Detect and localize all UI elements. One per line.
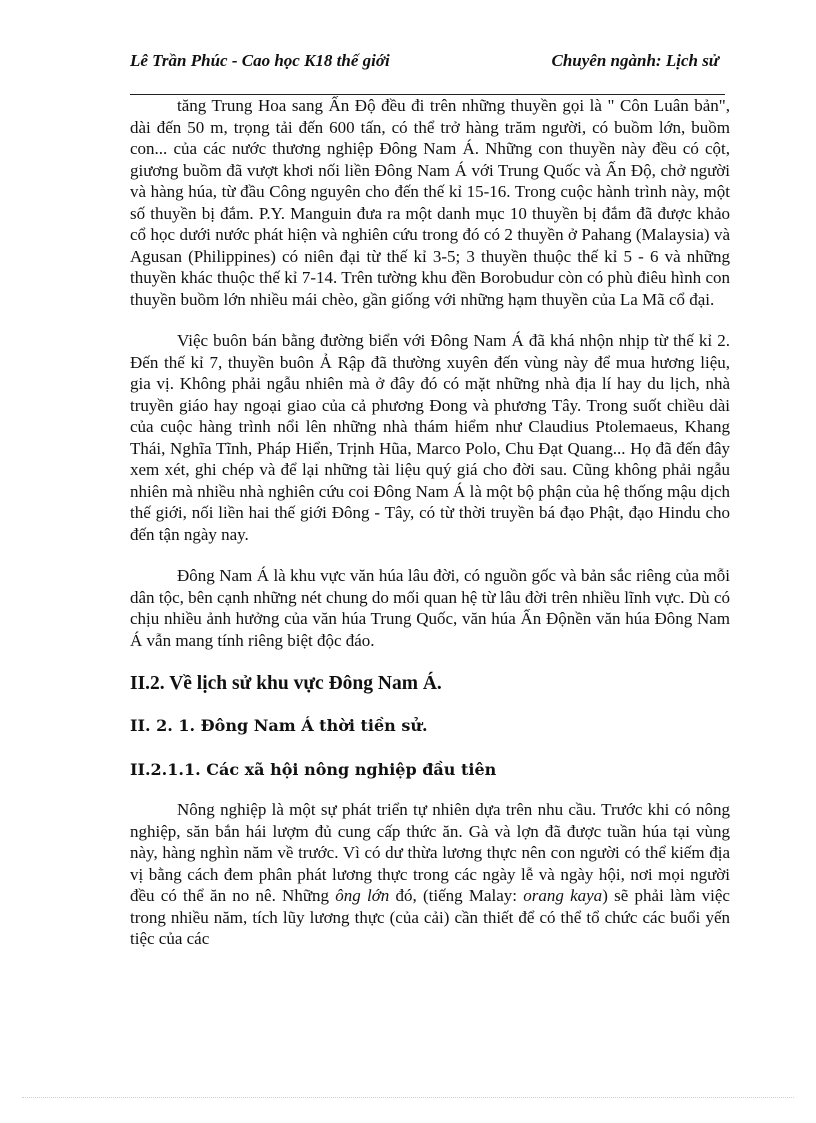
section-heading: II.2. Về lịch sử khu vực Đông Nam Á. bbox=[130, 673, 442, 694]
paragraph-boats: tăng Trung Hoa sang Ấn Độ đều đi trên những thuyền gọi là " Côn Luân bản", dài đến 50 m, trọng tải đến 600 tấn, có thể trở hàng trăm người, có buồm lớn, buồm con... của các nước thương nghiệp Đông Nam Á. Những con thuyền này đều có cột, giương buồm đã vượt khơi nối liền Đông Nam Á với Trung Quốc và Ấn Độ, chở người và hàng húa, từ đầu Công nguyên cho đến thế kỉ 15-16. Trong cuộc hành trình này, một số thuyền bị đắm. P.Y. Manguin đưa ra một danh mục 10 thuyền bị đắm đã được khảo cổ học dưới nước phát hiện và nghiên cứu trong đó có 2 thuyền ở Pahang (Malaysia) và Agusan (Philippines) có niên đại từ thế kỉ 3-5; 3 thuyền thuộc thế kỉ 5 - 6 và những thuyền khác thuộc thế kỉ 7-14. Trên tường khu đền Borobudur còn có phù điêu hình con thuyền buồm lớn nhiều mái chèo, gần giống với những hạm thuyền của La Mã cổ đại. bbox=[130, 96, 730, 309]
subsubsection-heading: II.2.1.1. Các xã hội nông nghiệp đầu tiên bbox=[130, 760, 497, 779]
paragraph-sea-trade: Việc buôn bán bằng đường biển với Đông Nam Á đã khá nhộn nhịp từ thế kỉ 2. Đến thế kỉ 7, thuyền buôn Ả Rập đã thường xuyên đến vùng này để mua hương liệu, gia vị. Không phải ngẫu nhiên mà ở đây đó có mặt những nhà địa lí hay du lịch, nhà truyền giáo hay ngoại giao của cả phương Đong và phương Tây. Trong suốt chiều dài của cuộc hàng trình nổi lên những nhà thám hiểm như Claudius Ptolemaeus, Khang Thái, Nghĩa Tĩnh, Pháp Hiển, Trịnh Hũa, Marco Polo, Chu Đạt Quang... Họ đã đến đây xem xét, ghi chép và để lại những tài liệu quý giá cho đời sau. Cũng không phải ngẫu nhiên mà nhiều nhà nghiên cứu coi Đông Nam Á là một bộ phận của hệ thống mậu dịch thế giới, nối liền hai thế giới Đông - Tây, có từ thời truyền bá đạo Phật, đạo Hindu cho đến tận ngày nay. bbox=[130, 331, 730, 544]
page-bottom-divider bbox=[22, 1097, 794, 1098]
agriculture-emphasis-1: ông lớn bbox=[335, 886, 390, 905]
subsection-heading: II. 2. 1. Đông Nam Á thời tiền sử. bbox=[130, 716, 428, 735]
header-author: Lê Trần Phúc - Cao học K18 thế giới bbox=[130, 51, 390, 70]
agriculture-text-1: Nông nghiệp là một sự phát triển tự nhiên dựa trên nhu cầu. Trước khi có nông nghiệp, săn bắn hái lượm đủ cung cấp thức ăn. Gà và lợn đã được tuần húa tại vùng này, hàng nghìn năm về trước. Vì có dư thừa lương thực nên con người có thể kiếm địa vị bằng cách đem phân phát lương thực trong các ngày lễ và ngày hội, nơi mọi người đều có thể ăn no nê. Những bbox=[130, 800, 730, 905]
paragraph-culture: Đông Nam Á là khu vực văn húa lâu đời, có nguồn gốc và bản sắc riêng của mỗi dân tộc, bên cạnh những nét chung do mối quan hệ từ lâu đời trên nhiều lĩnh vực. Dù có chịu nhiều ảnh hưởng của văn húa Trung Quốc, văn húa Ấn Độnền văn húa Đông Nam Á vẫn mang tính riêng biệt độc đáo. bbox=[130, 566, 730, 650]
paragraph-agriculture bbox=[130, 799, 730, 950]
header-major: Chuyên ngành: Lịch sử bbox=[551, 51, 719, 70]
agriculture-emphasis-2: orang kaya bbox=[523, 886, 603, 905]
page-header bbox=[130, 50, 725, 95]
agriculture-text-3: ) sẽ phải làm việc trong nhiều năm, tích lũy lương thực (của cải) cần thiết để có thể tổ chức các buổi yến tiệc của các bbox=[130, 886, 730, 948]
document-body bbox=[130, 95, 730, 950]
agriculture-text-2: đó, (tiếng Malay: bbox=[389, 886, 524, 905]
